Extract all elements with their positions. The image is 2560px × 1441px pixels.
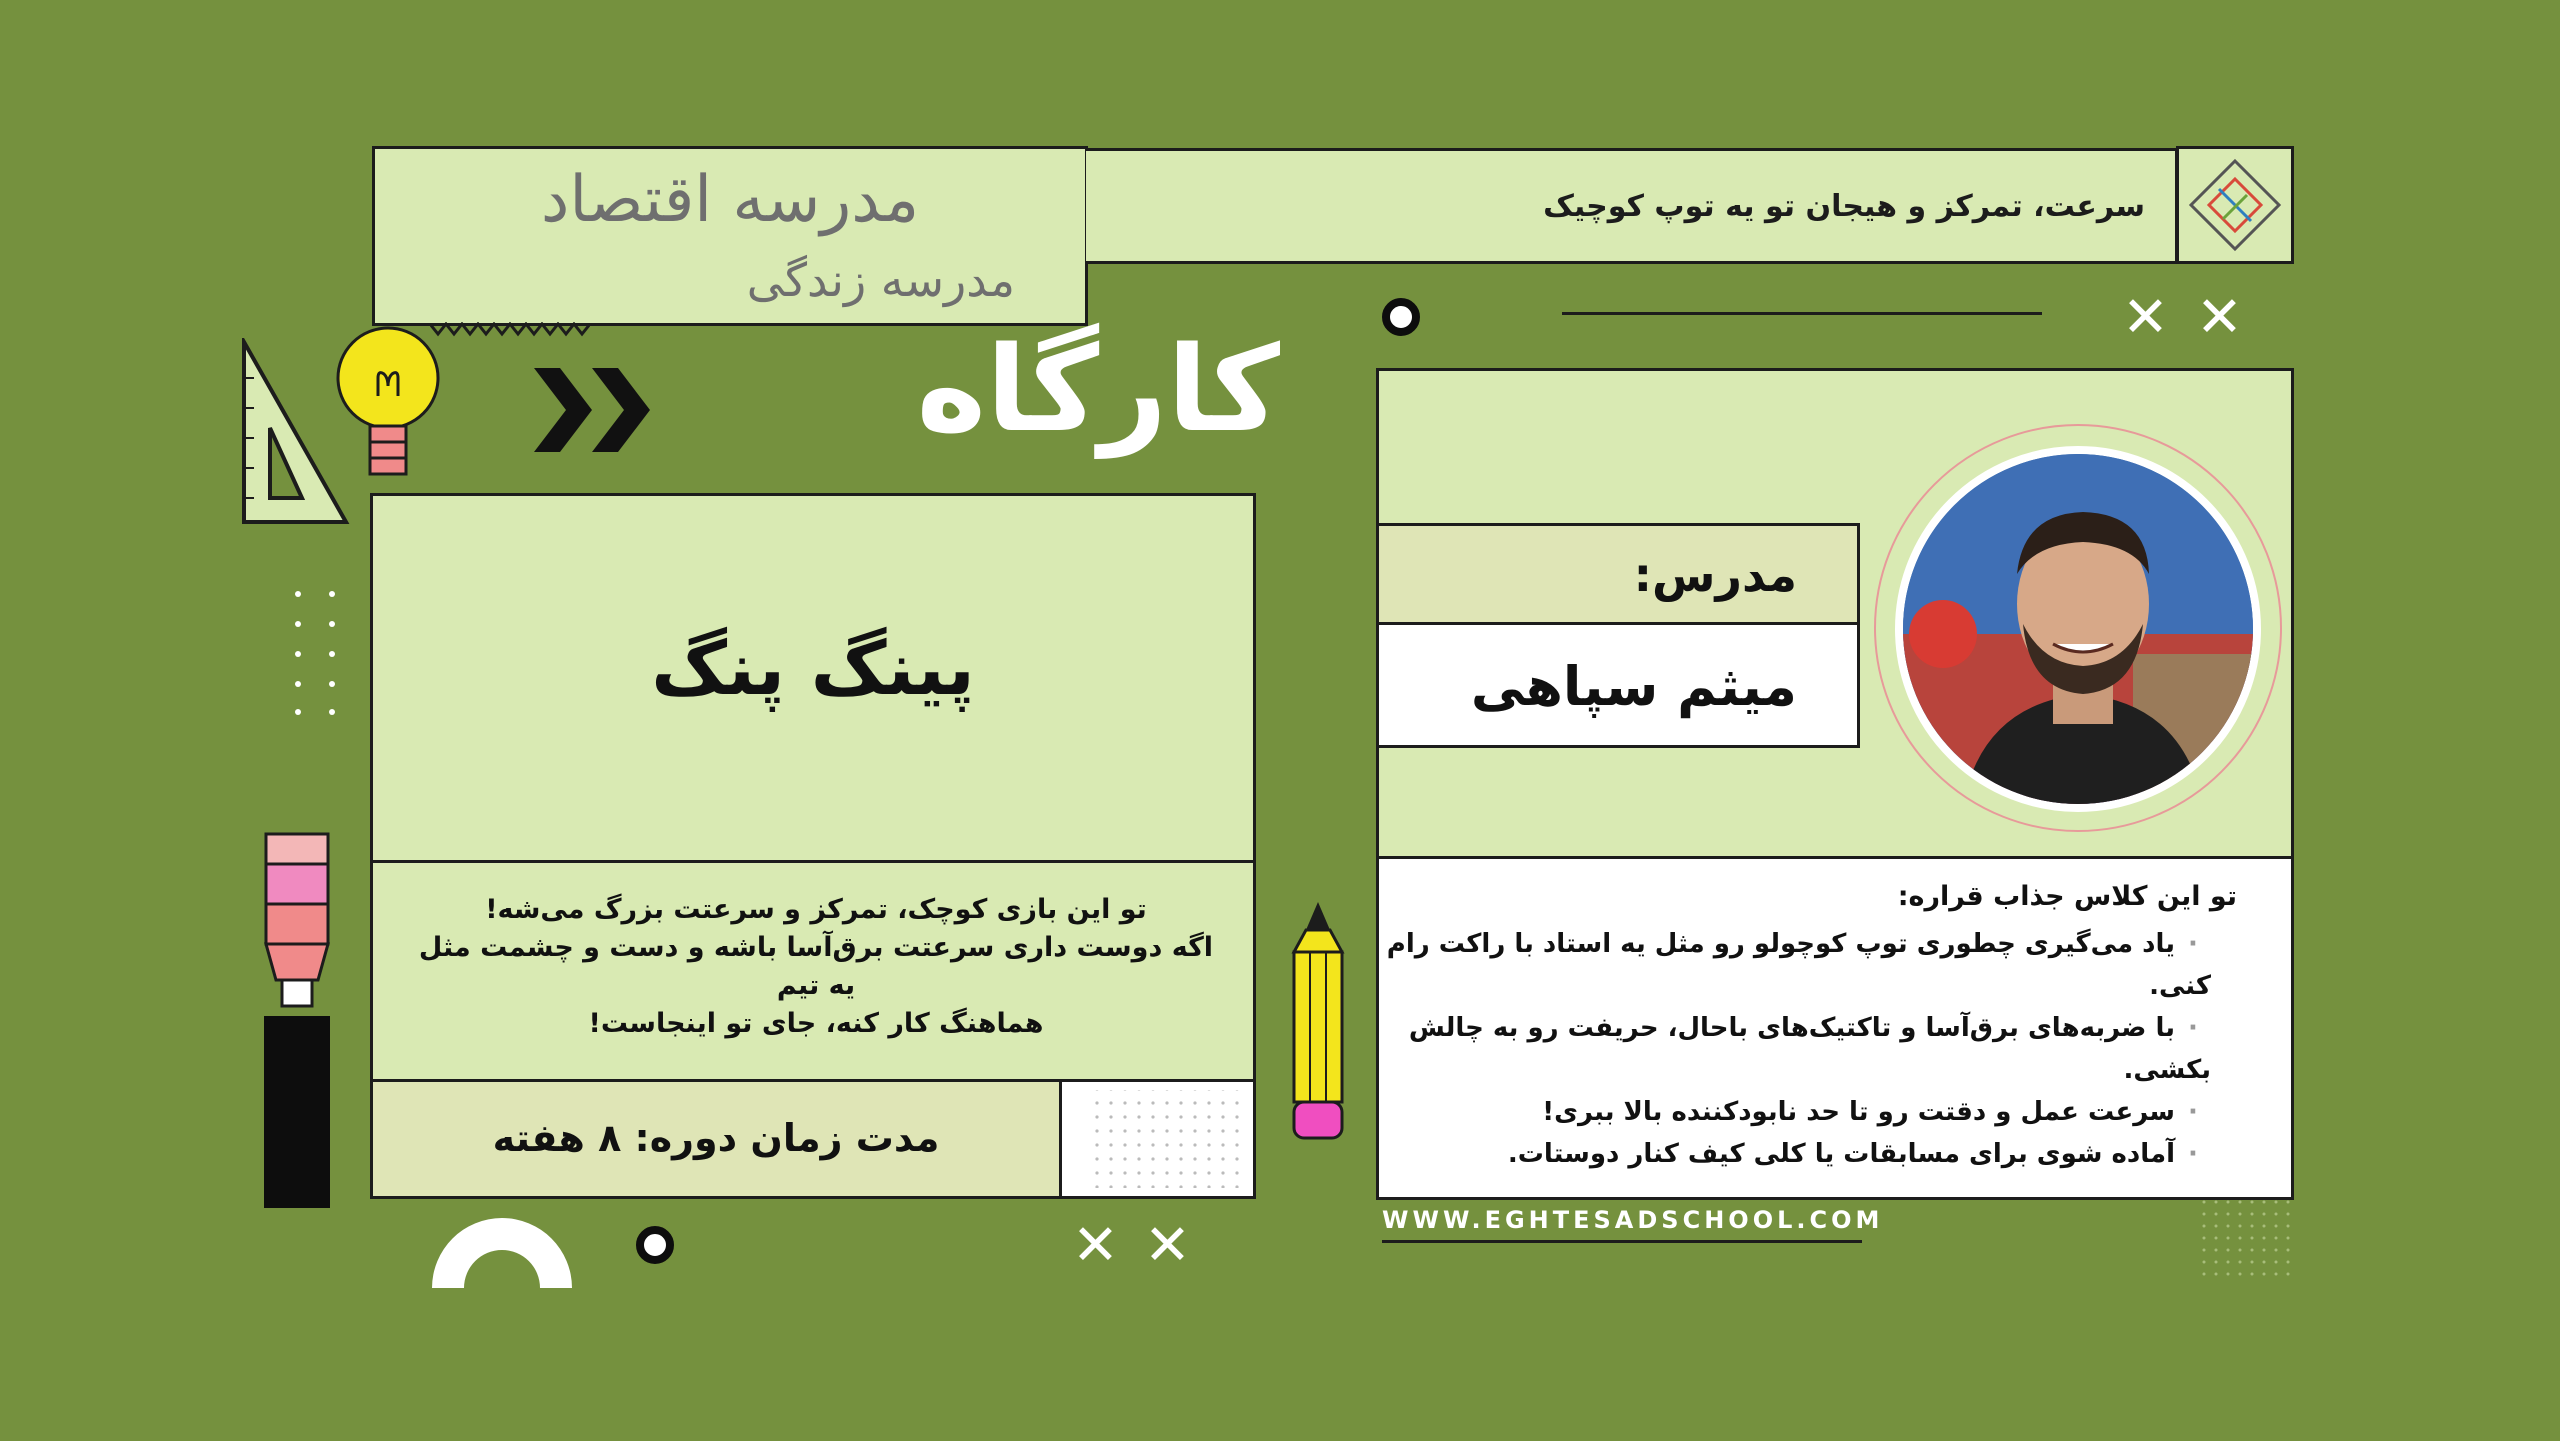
course-name: پینگ پنگ: [651, 626, 975, 712]
logo-box: [2176, 146, 2294, 264]
info-list: [1379, 923, 2211, 1175]
course-duration: مدت زمان دوره: ۸ هفته: [492, 1116, 940, 1160]
ring-decoration: [1382, 298, 1420, 336]
x-decoration: ✕: [1072, 1213, 1119, 1278]
website-underline: [1382, 1240, 1862, 1243]
description-box: [370, 860, 1256, 1082]
dot-grid-decoration: [292, 588, 342, 718]
description-line: تو این بازی کوچک، تمرکز و سرعتت بزرگ می‌شه!: [485, 894, 1147, 925]
list-item: · آماده شوی برای مسابقات یا کلی کیف کنار دوستات.: [1379, 1133, 2211, 1175]
brand-box: [372, 146, 1088, 326]
divider-line: [1562, 312, 2042, 315]
school-logo-icon: [2179, 149, 2291, 261]
teacher-label: مدرس:: [1633, 548, 1797, 602]
x-decoration: ✕: [2122, 285, 2169, 350]
teacher-photo: [1895, 446, 2261, 812]
dot-grid-decoration: [2198, 1196, 2290, 1278]
info-title: تو این کلاس جذاب قراره:: [1897, 881, 2237, 912]
brand-title: مدرسه اقتصاد: [540, 163, 920, 237]
ring-decoration: [636, 1226, 674, 1264]
website-link[interactable]: WWW.EGHTESADSCHOOL.COM: [1382, 1206, 1884, 1234]
list-item: · با ضربه‌های برق‌آسا و تاکتیک‌های باحال، حریفت رو به چالش بکشی.: [1379, 1007, 2211, 1091]
x-decoration: ✕: [2196, 285, 2243, 350]
description-line: اگه دوست داری سرعتت برق‌آسا باشه و دست و چشمت مثل یه تیم: [418, 932, 1214, 1001]
double-chevron-icon: [534, 368, 654, 452]
teacher-name: میثم سپاهی: [1470, 655, 1797, 718]
duration-box: [370, 1079, 1062, 1199]
brand-subtitle: مدرسه زندگی: [746, 253, 1015, 307]
half-circle-decoration: [428, 1214, 576, 1290]
info-box: [1376, 856, 2294, 1200]
teacher-label-box: [1376, 523, 1860, 625]
zigzag-decoration: [430, 322, 590, 338]
tagline-bar: [1086, 148, 2178, 264]
marker-icon: [262, 830, 332, 1210]
light-bulb-icon: [332, 326, 444, 478]
teacher-portrait-icon: [1903, 454, 2253, 804]
pencil-icon: [1290, 898, 1346, 1144]
x-decoration: ✕: [1144, 1213, 1191, 1278]
course-box: [370, 493, 1256, 863]
dot-pattern-decoration: [1062, 1082, 1252, 1196]
dot-pattern-box: [1059, 1079, 1256, 1199]
description-line: هماهنگ کار کنه، جای تو اینجاست!: [588, 1008, 1044, 1039]
list-item: · سرعت عمل و دقتت رو تا حد نابودکننده بالا ببری!: [1379, 1091, 2211, 1133]
course-description: [403, 891, 1229, 1043]
workshop-title: کارگاه: [916, 320, 1280, 458]
teacher-name-box: [1376, 622, 1860, 748]
tagline: سرعت، تمرکز و هیجان تو یه توپ کوچیک: [1543, 189, 2145, 224]
list-item: · یاد می‌گیری چطوری توپ کوچولو رو مثل یه استاد با راکت رام کنی.: [1379, 923, 2211, 1007]
